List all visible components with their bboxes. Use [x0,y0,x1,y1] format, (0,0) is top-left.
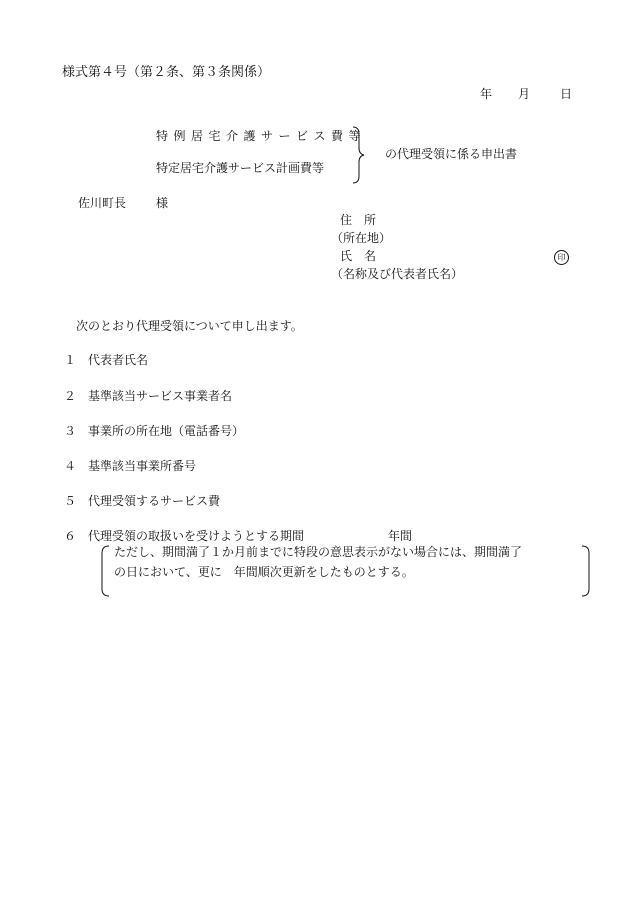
item-label: 代理受領の取扱いを受けようとする期間 [88,529,305,543]
title-suffix: の代理受領に係る申出書 [385,147,518,161]
item-number: ５ [64,494,77,508]
item-label: 事業所の所在地（電話番号） [88,424,245,438]
name-sublabel: （名称及び代表者氏名） [331,267,464,281]
form-number: 様式第４号（第２条、第３条関係） [62,65,271,80]
note-line-2: の日において、更に 年間順次更新をしたものとする。 [114,565,414,579]
addressee-name: 佐川町長 [78,196,127,210]
note-right-bracket [580,545,592,597]
note-left-bracket [99,545,111,597]
date-year: 年 [480,87,493,101]
item-label: 代表者氏名 [88,353,149,367]
item-label: 基準該当サービス事業者名 [88,389,233,403]
item-label: 代理受領するサービス費 [88,494,221,508]
seal-mark: 印 [554,250,569,265]
address-label: 住 所 [340,213,377,227]
note-line-1: ただし、期間満了１か月前までに特段の意思表示がない場合には、期間満了 [114,545,523,559]
addressee-honorific: 様 [156,196,169,210]
item-label: 基準該当事業所番号 [88,459,197,473]
date-day: 日 [560,87,573,101]
title-line-1: 特例居宅介護サービス費等 [156,129,367,143]
address-sublabel: （所在地） [331,231,392,245]
date-month: 月 [518,87,531,101]
item-number: ４ [64,459,77,473]
item-number: ６ [64,529,77,543]
title-line-2: 特定居宅介護サービス計画費等 [156,161,325,175]
intro-text: 次のとおり代理受領について申し出ます。 [76,319,303,333]
item-number: １ [64,353,77,367]
title-right-brace [351,126,365,184]
item-number: ２ [64,389,77,403]
item-number: ３ [64,424,77,438]
period-unit: 年間 [388,529,413,543]
name-label: 氏 名 [340,249,377,263]
